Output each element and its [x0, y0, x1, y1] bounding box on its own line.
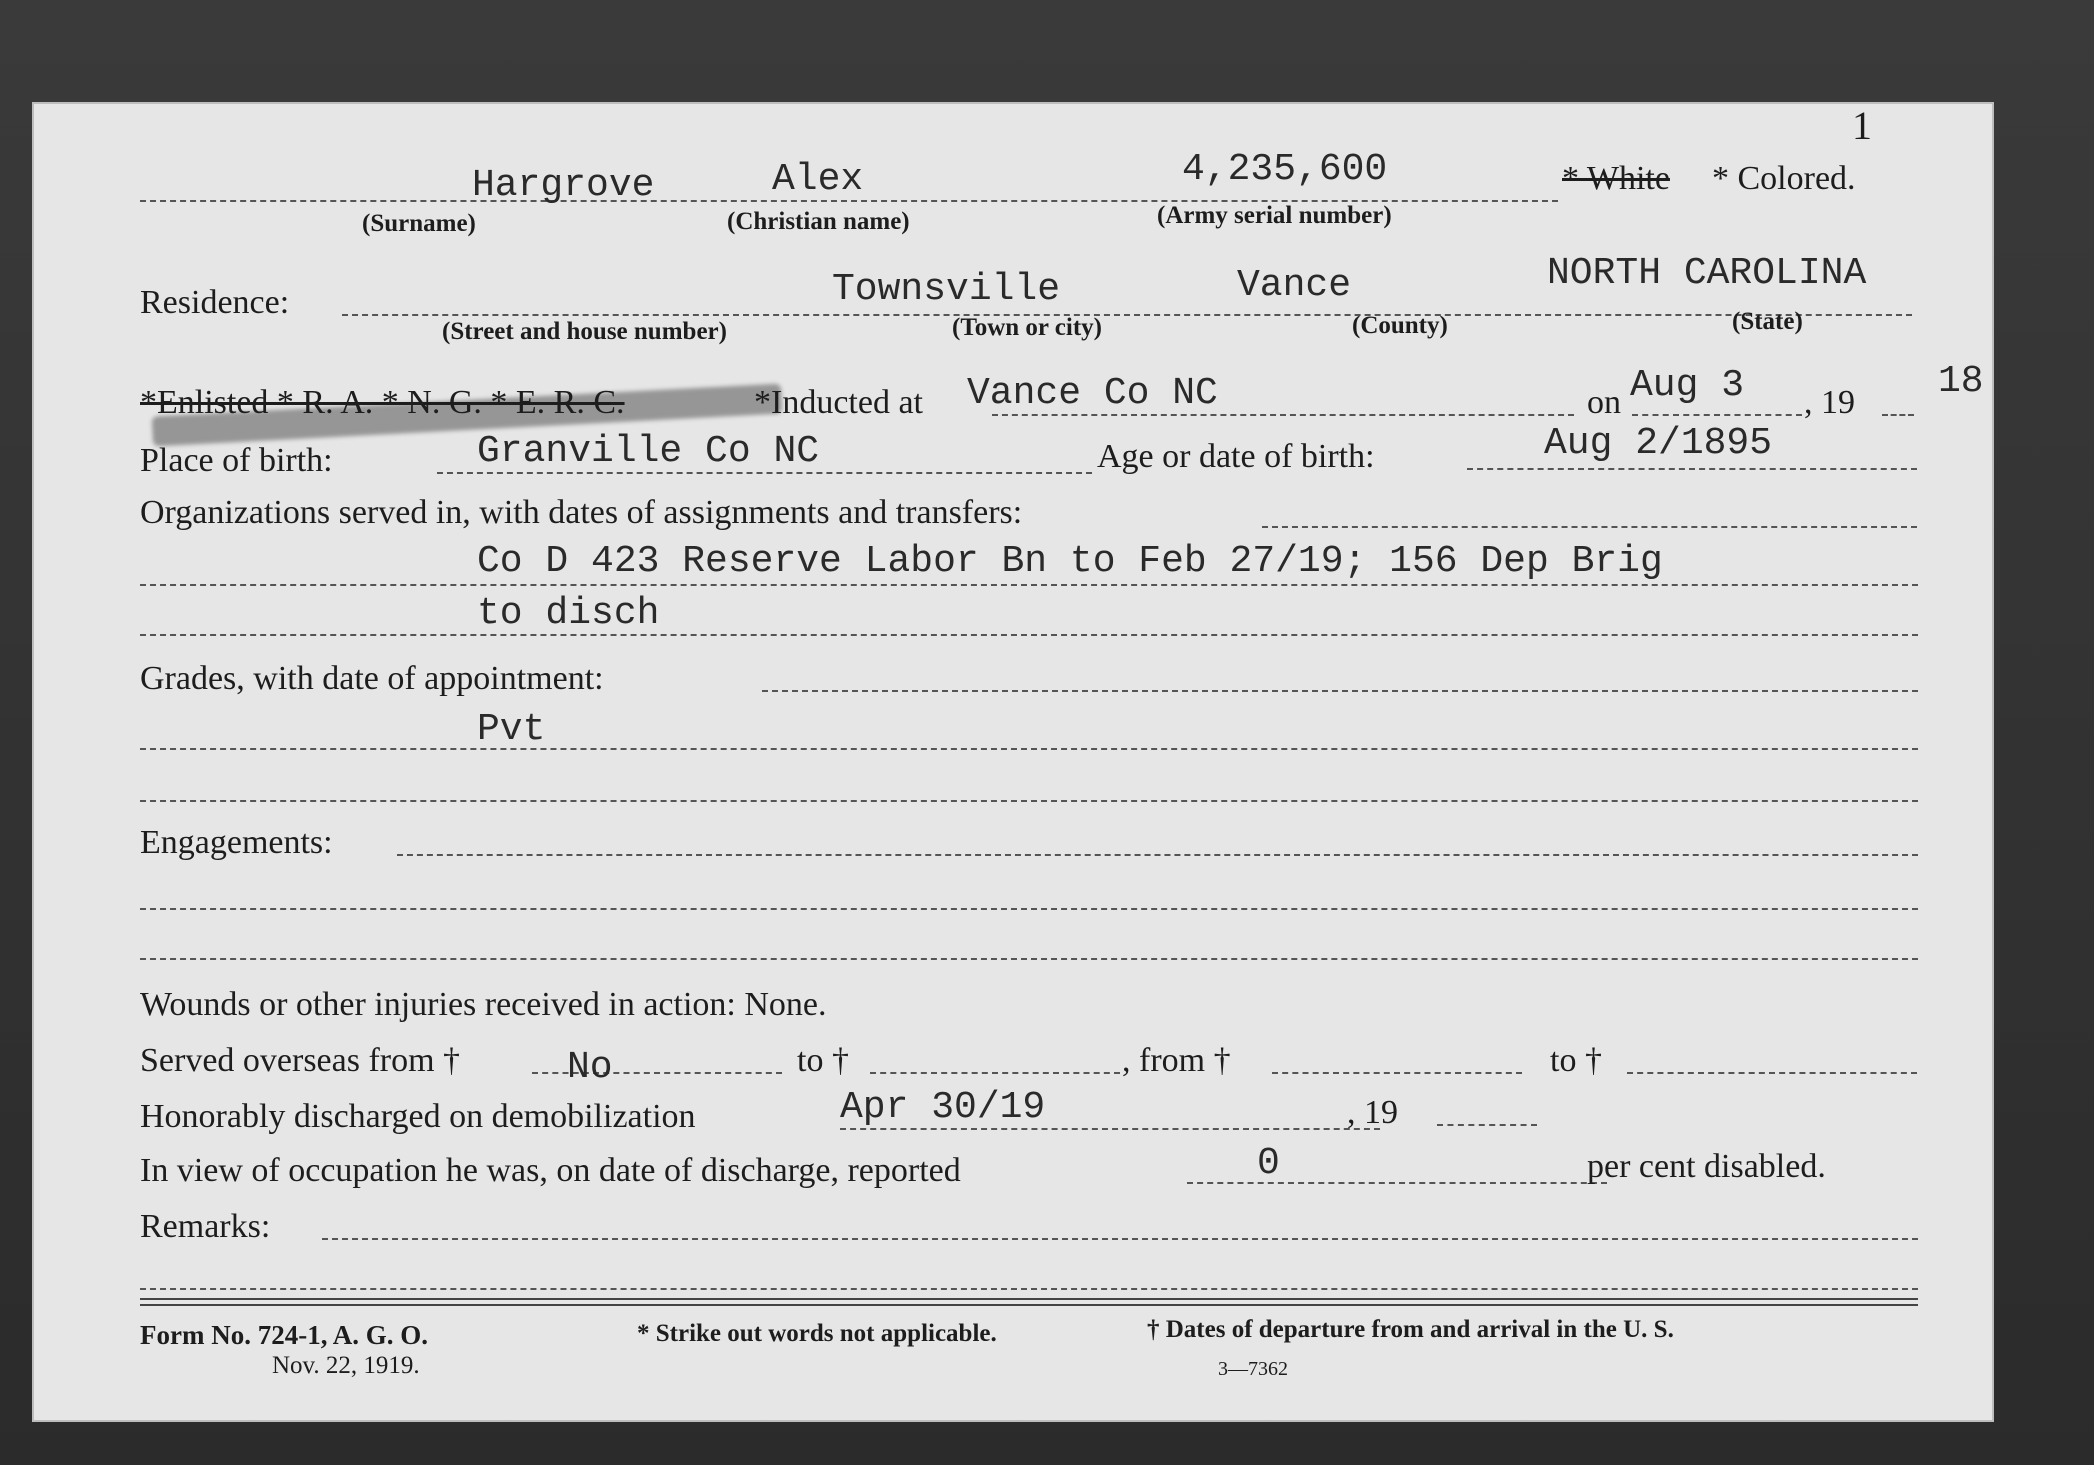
inducted-date-line	[1632, 414, 1802, 416]
engagements-line-1	[140, 908, 1918, 910]
surname-value: Hargrove	[472, 164, 655, 207]
race-white-struck: * White	[1562, 160, 1670, 197]
overseas-to2-line	[1627, 1072, 1917, 1074]
organizations-value-2: to disch	[477, 592, 660, 635]
birth-date-value: Aug 2/1895	[1544, 422, 1773, 465]
birth-place-label: Place of birth:	[140, 442, 333, 479]
county-caption: (County)	[1352, 312, 1448, 339]
organizations-line-1	[140, 584, 1918, 586]
engagements-line-2	[140, 958, 1918, 960]
enlistment-options-struck: *Enlisted * R. A. * N. G. * E. R. C.	[140, 384, 625, 421]
age-label: Age or date of birth:	[1097, 438, 1375, 475]
form-date: Nov. 22, 1919.	[272, 1352, 420, 1379]
remarks-line-1	[140, 1288, 1918, 1290]
organizations-line-0	[1262, 526, 1917, 528]
footer-rule-1	[140, 1298, 1918, 1300]
overseas-to-line	[870, 1072, 1120, 1074]
engagements-label: Engagements:	[140, 824, 333, 861]
serial-number-value: 4,235,600	[1182, 148, 1388, 191]
inducted-label: *Inducted at	[754, 384, 923, 421]
birth-place-value: Granville Co NC	[477, 430, 820, 473]
wounds-label: Wounds or other injuries received in action: None.	[140, 986, 827, 1023]
residence-state: NORTH CAROLINA	[1547, 252, 1867, 295]
print-code: 3—7362	[1218, 1358, 1288, 1380]
town-caption: (Town or city)	[952, 314, 1102, 341]
overseas-from2-line	[1272, 1072, 1522, 1074]
overseas-from-label: Served overseas from †	[140, 1042, 461, 1079]
dates-note: † Dates of departure from and arrival in the U. S.	[1147, 1316, 1674, 1343]
footer-rule-2	[140, 1304, 1918, 1306]
disability-label: In view of occupation he was, on date of discharge, reported	[140, 1152, 961, 1189]
residence-town: Townsville	[832, 268, 1061, 311]
birth-date-line	[1467, 468, 1917, 470]
inducted-year: 18	[1938, 360, 1984, 403]
discharge-year-line	[1437, 1124, 1537, 1126]
on-label: on	[1587, 384, 1621, 421]
organizations-line-2	[140, 634, 1918, 636]
christian-name-caption: (Christian name)	[727, 208, 910, 235]
residence-line	[342, 314, 1912, 316]
overseas-from-value: No	[567, 1046, 613, 1089]
christian-name-value: Alex	[772, 158, 864, 201]
grades-line-0	[762, 690, 1918, 692]
grades-line-1	[140, 748, 1918, 750]
disability-value: 0	[1257, 1142, 1280, 1185]
residence-label: Residence:	[140, 284, 290, 321]
year-line	[1882, 414, 1914, 416]
grades-value: Pvt	[477, 708, 546, 751]
serial-caption: (Army serial number)	[1157, 202, 1392, 229]
inducted-place: Vance Co NC	[967, 372, 1218, 415]
surname-caption: (Surname)	[362, 210, 476, 237]
race-colored: * Colored.	[1712, 160, 1856, 197]
page-number: 1	[1852, 103, 1872, 148]
form-number: Form No. 724-1, A. G. O.	[140, 1320, 428, 1350]
overseas-to-label: to †	[797, 1042, 849, 1079]
disability-line	[1187, 1182, 1607, 1184]
overseas-from2-label: , from †	[1122, 1042, 1231, 1079]
grades-line-2	[140, 800, 1918, 802]
remarks-line-0	[322, 1238, 1918, 1240]
discharge-label: Honorably discharged on demobilization	[140, 1098, 696, 1135]
remarks-label: Remarks:	[140, 1208, 271, 1245]
grades-label: Grades, with date of appointment:	[140, 660, 604, 697]
discharge-year-prefix: , 19	[1347, 1094, 1398, 1131]
discharge-date: Apr 30/19	[840, 1086, 1046, 1129]
overseas-to2-label: to †	[1550, 1042, 1602, 1079]
organizations-value-1: Co D 423 Reserve Labor Bn to Feb 27/19; 156 Dep Brig	[477, 540, 1663, 583]
service-record-card	[32, 102, 1994, 1422]
residence-county: Vance	[1237, 264, 1352, 307]
year-prefix: , 19	[1804, 384, 1855, 421]
inducted-date: Aug 3	[1630, 364, 1745, 407]
strike-note: * Strike out words not applicable.	[637, 1320, 997, 1347]
state-caption: (State)	[1732, 308, 1803, 335]
disability-suffix: per cent disabled.	[1587, 1148, 1826, 1185]
street-caption: (Street and house number)	[442, 318, 727, 345]
engagements-line-0	[397, 854, 1918, 856]
organizations-label: Organizations served in, with dates of assignments and transfers:	[140, 494, 1023, 531]
